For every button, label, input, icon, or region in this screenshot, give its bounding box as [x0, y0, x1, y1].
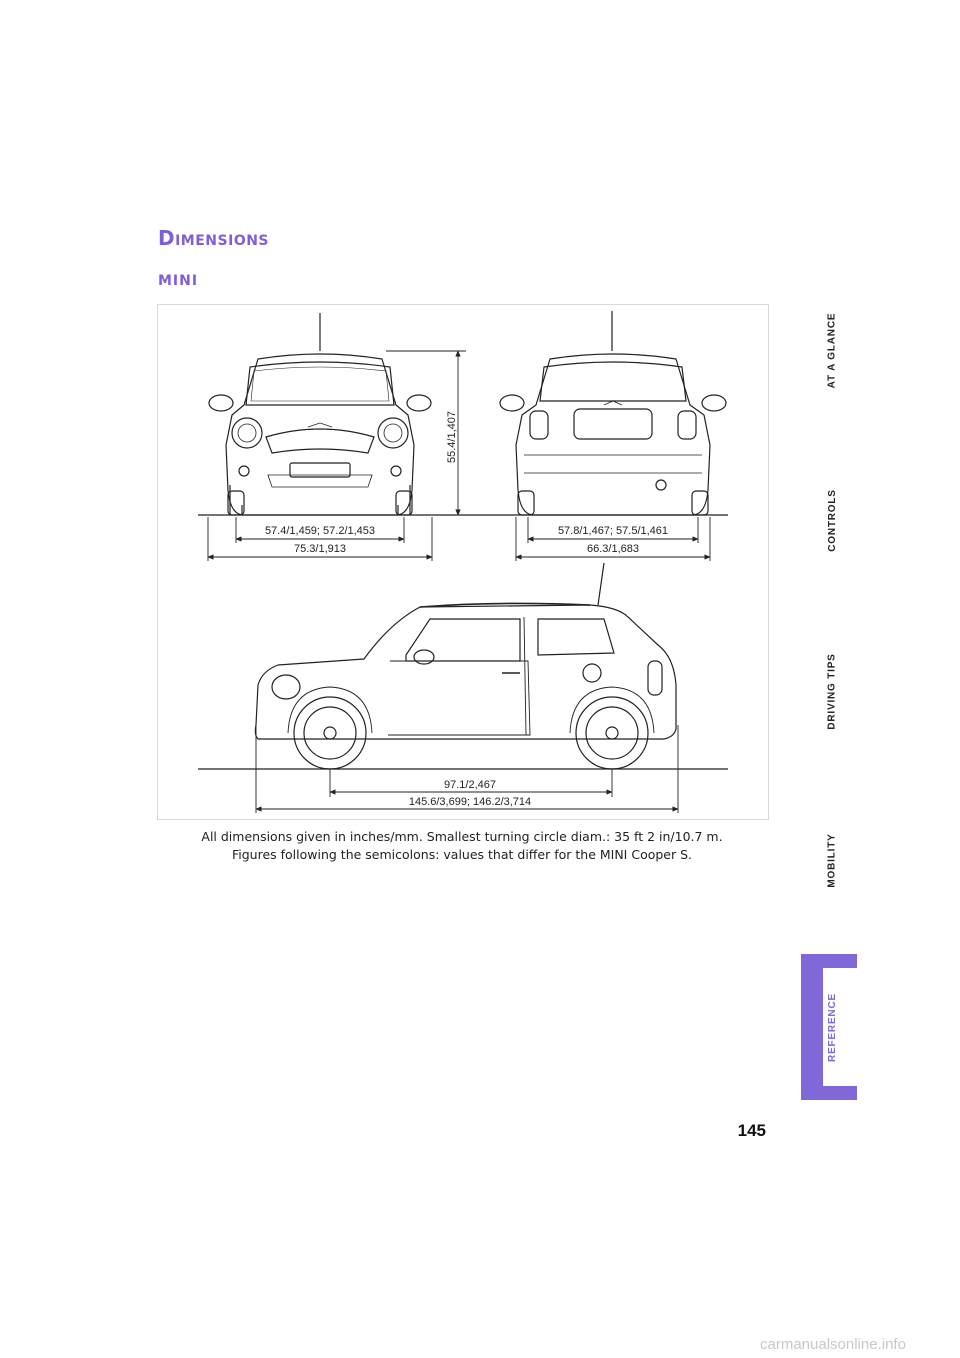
tab-mobility[interactable]	[822, 810, 842, 910]
side-view-car	[255, 563, 676, 769]
tab-at-a-glance-label: AT A GLANCE	[826, 312, 838, 388]
tab-controls-label: CONTROLS	[826, 488, 838, 552]
page-title: Dimensions	[158, 226, 270, 250]
wheelbase-label: 97.1/2,467	[444, 779, 496, 791]
tab-driving-tips-label: DRIVING TIPS	[826, 652, 838, 730]
tab-reference-label: REFERENCE	[826, 992, 838, 1062]
dimensions-figure	[157, 304, 769, 820]
tab-at-a-glance[interactable]	[822, 300, 842, 400]
figure-caption	[160, 828, 764, 864]
caption-line-2: Figures following the semicolons: values that differ for the MINI Cooper S.	[231, 847, 693, 862]
length-label: 145.6/3,699; 146.2/3,714	[408, 796, 532, 808]
height-label: 55.4/1,407	[446, 411, 458, 463]
front-track-label: 57.4/1,459; 57.2/1,453	[264, 525, 376, 537]
page-number: 145	[737, 1121, 766, 1140]
width-without-mirrors-label: 66.3/1,683	[587, 543, 639, 555]
caption-line-1: All dimensions given in inches/mm. Smallest turning circle diam.: 35 ft 2 in/10.7 m.	[201, 829, 723, 844]
front-view-car	[209, 313, 431, 515]
tab-mobility-label: MOBILITY	[826, 832, 838, 888]
width-label: 75.3/1,913	[294, 543, 346, 555]
tab-controls[interactable]	[822, 470, 842, 570]
watermark: carmanualsonline.info	[760, 1336, 906, 1353]
rear-view-car	[500, 311, 726, 515]
tab-driving-tips[interactable]	[822, 636, 842, 746]
dimensions-drawing	[158, 305, 768, 819]
tab-reference[interactable]	[822, 968, 842, 1086]
section-subtitle: MINI	[158, 273, 199, 289]
rear-track-label: 57.8/1,467; 57.5/1,461	[557, 525, 669, 537]
